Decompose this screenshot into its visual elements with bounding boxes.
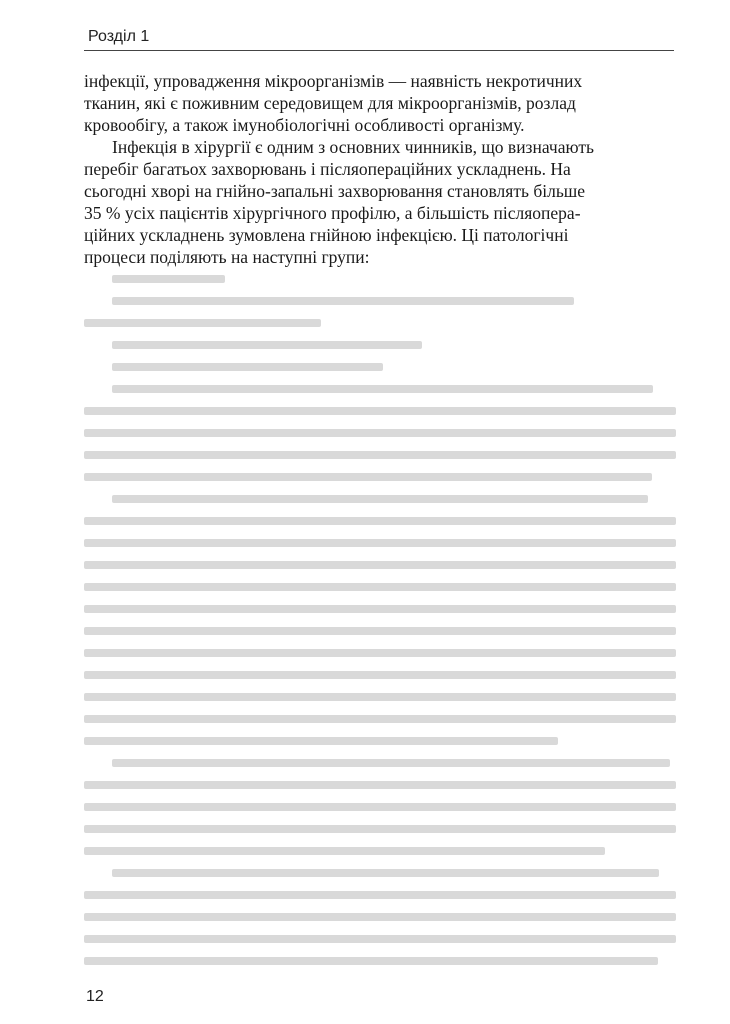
placeholder-line [84, 532, 676, 554]
text-line: сьогодні хворі на гнійно-запальні захворювання становлять більше [84, 181, 586, 201]
placeholder-line [84, 950, 676, 972]
placeholder-line [84, 708, 676, 730]
placeholder-line [84, 290, 676, 312]
section-title: Розділ 1 [88, 28, 150, 45]
placeholder-line [84, 620, 676, 642]
placeholder-line [84, 488, 676, 510]
placeholder-line [84, 862, 676, 884]
text-line: кровообігу, а також імунобіологічні особливості організму. [84, 115, 525, 135]
placeholder-line [84, 334, 676, 356]
placeholder-line [84, 466, 676, 488]
body-text [84, 70, 676, 972]
placeholder-line [84, 554, 676, 576]
placeholder-line [84, 312, 676, 334]
placeholder-line [84, 642, 676, 664]
text-line: тканин, які є поживним середовищем для мікроорганізмів, розлад [84, 93, 576, 113]
text-line: інфекції, упровадження мікроорганізмів — наявність некротичних [84, 71, 583, 91]
placeholder-line [84, 510, 676, 532]
placeholder-line [84, 818, 676, 840]
header-rule [84, 50, 674, 51]
placeholder-line [84, 906, 676, 928]
page-number: 12 [86, 988, 104, 1005]
placeholder-line [84, 730, 676, 752]
text-line: процеси поділяють на наступні групи: [84, 247, 370, 267]
text-line: 35 % усіх пацієнтів хірургічного профілю, а більшість післяопера- [84, 203, 581, 223]
placeholder-line [84, 796, 676, 818]
placeholder-lines [84, 268, 676, 972]
placeholder-line [84, 840, 676, 862]
placeholder-line [84, 356, 676, 378]
placeholder-line [84, 268, 676, 290]
placeholder-line [84, 378, 676, 400]
placeholder-line [84, 444, 676, 466]
placeholder-line [84, 774, 676, 796]
placeholder-line [84, 400, 676, 422]
placeholder-line [84, 686, 676, 708]
placeholder-line [84, 664, 676, 686]
placeholder-line [84, 598, 676, 620]
text-line: Інфекція в хірургії є одним з основних чинників, що визначають [112, 137, 594, 157]
placeholder-line [84, 422, 676, 444]
text-line: ційних ускладнень зумовлена гнійною інфекцією. Ці патологічні [84, 225, 569, 245]
text-line: перебіг багатьох захворювань і післяопераційних ускладнень. На [84, 159, 571, 179]
placeholder-line [84, 576, 676, 598]
placeholder-line [84, 928, 676, 950]
placeholder-line [84, 752, 676, 774]
placeholder-line [84, 884, 676, 906]
